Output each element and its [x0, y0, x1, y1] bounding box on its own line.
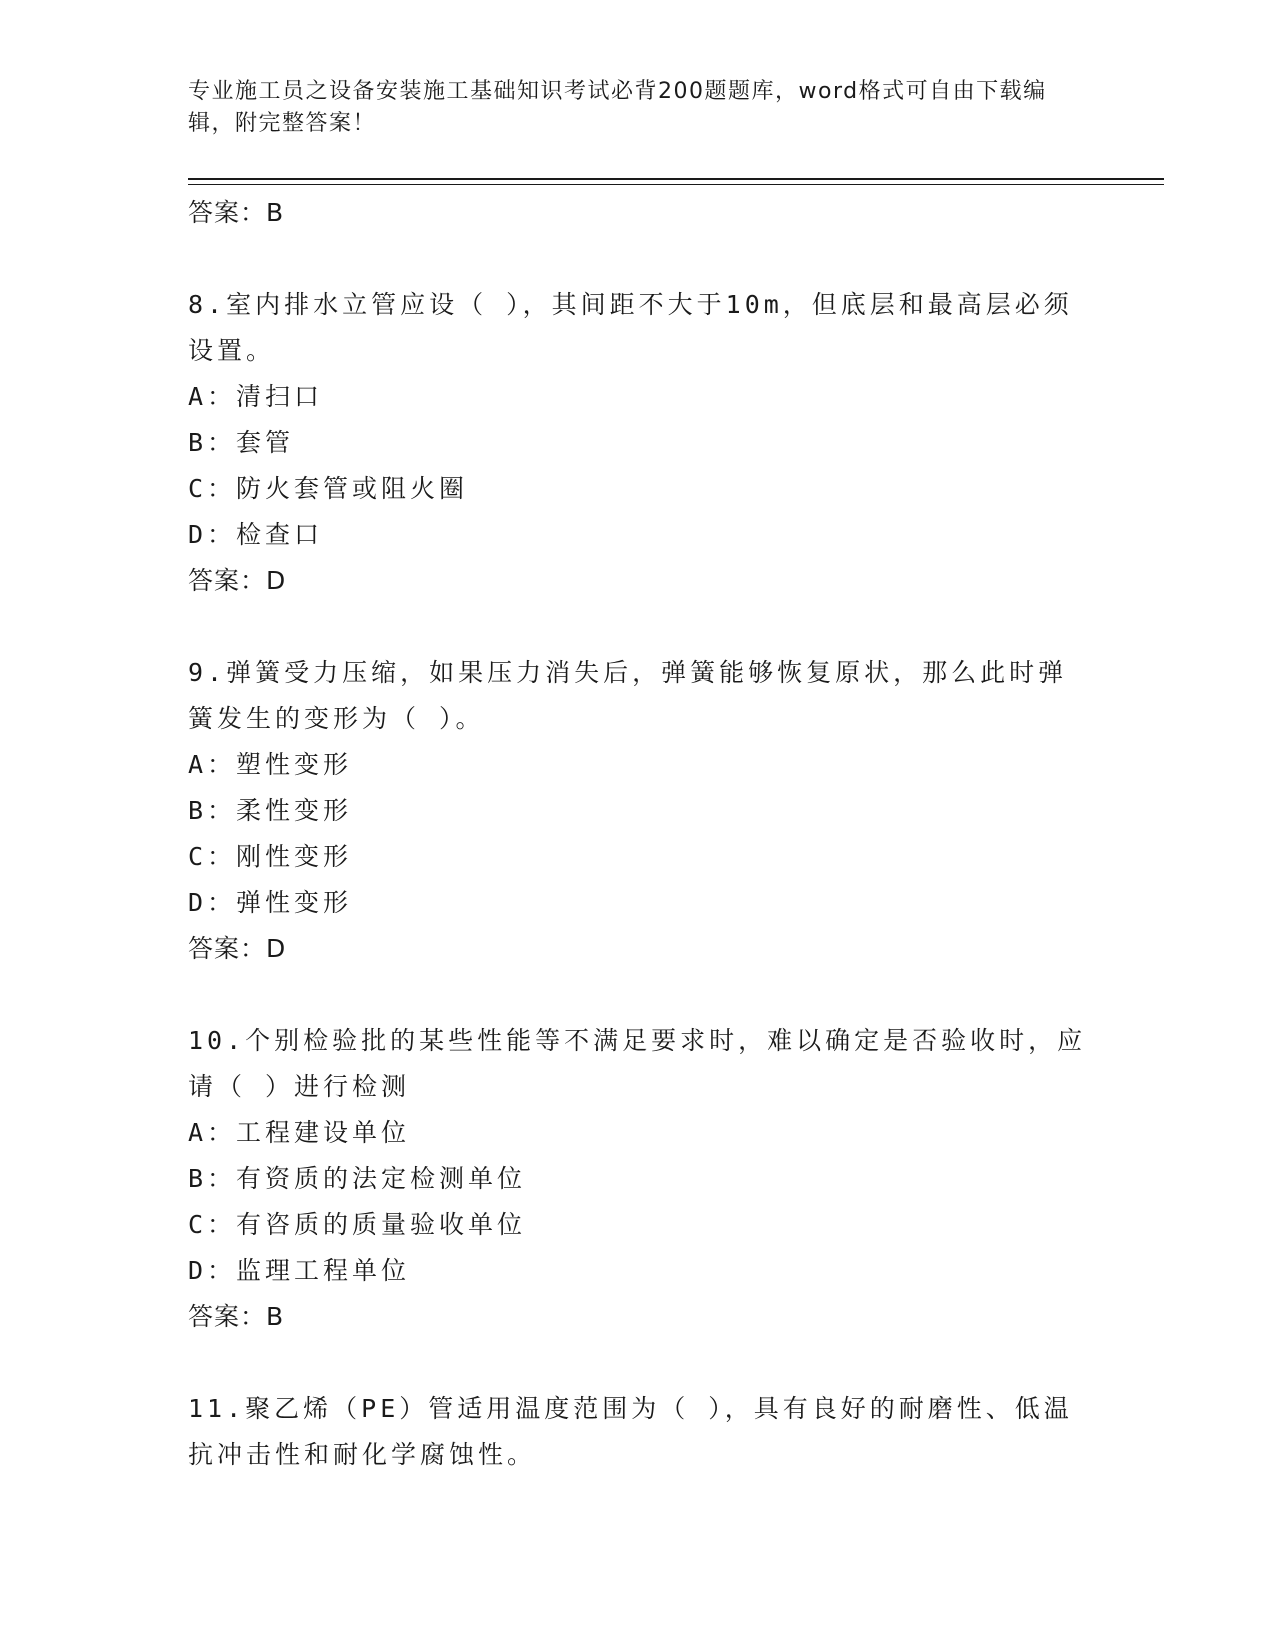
option-a: A：工程建设单位 — [188, 1118, 411, 1147]
answer-line: 答案：B — [188, 198, 285, 227]
option-b: B：套管 — [188, 428, 295, 457]
option-d: D：监理工程单位 — [188, 1256, 411, 1285]
option-c: C：有咨质的质量验收单位 — [188, 1210, 527, 1239]
spacer — [188, 972, 1088, 1018]
spacer — [188, 604, 1088, 650]
header-rule-thin — [188, 184, 1164, 185]
header-rule-thick — [188, 178, 1164, 180]
answer-line: 答案：D — [188, 566, 287, 595]
question-stem: 10.个别检验批的某些性能等不满足要求时，难以确定是否验收时，应请（ ）进行检测 — [188, 1026, 1087, 1101]
option-b: B：柔性变形 — [188, 796, 353, 825]
answer-line: 答案：D — [188, 934, 287, 963]
spacer — [188, 1340, 1088, 1386]
answer-line: 答案：B — [188, 1302, 285, 1331]
spacer — [188, 236, 1088, 282]
question-stem: 11.聚乙烯（PE）管适用温度范围为（ ），具有良好的耐磨性、低温抗冲击性和耐化学腐蚀性。 — [188, 1394, 1073, 1469]
question-stem: 9.弹簧受力压缩，如果压力消失后，弹簧能够恢复原状，那么此时弹簧发生的变形为（ ）。 — [188, 658, 1068, 733]
question-stem: 8.室内排水立管应设（ ），其间距不大于10m，但底层和最高层必须设置。 — [188, 290, 1073, 365]
document-header: 专业施工员之设备安装施工基础知识考试必背200题题库，word格式可自由下载编辑，附完整答案！ — [188, 79, 1047, 136]
option-a: A：清扫口 — [188, 382, 324, 411]
option-d: D：弹性变形 — [188, 888, 353, 917]
option-a: A：塑性变形 — [188, 750, 353, 779]
option-c: C：刚性变形 — [188, 842, 353, 871]
option-b: B：有资质的法定检测单位 — [188, 1164, 527, 1193]
option-d: D：检查口 — [188, 520, 324, 549]
question-list — [188, 190, 1088, 1478]
option-c: C：防火套管或阻火圈 — [188, 474, 469, 503]
